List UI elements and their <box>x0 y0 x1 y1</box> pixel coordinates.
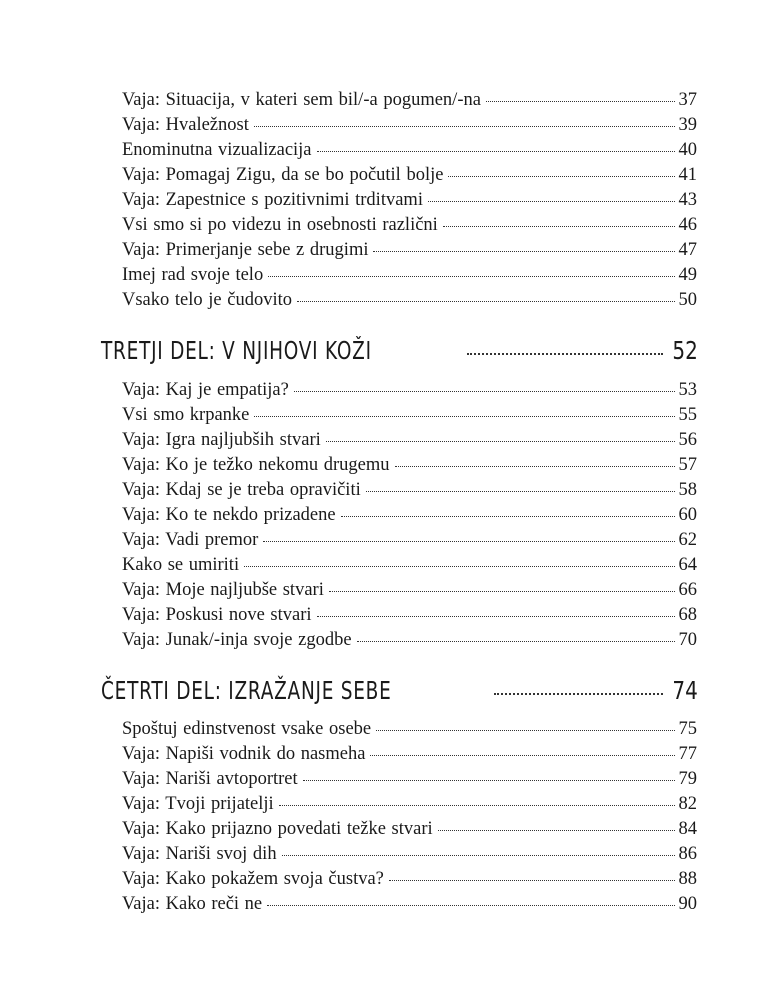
toc-entry <box>122 869 697 895</box>
leader-dots <box>263 541 674 542</box>
toc-entry-title: Vaja: Vadi premor <box>122 530 259 550</box>
leader-dots <box>395 466 675 467</box>
toc-entry <box>122 794 697 820</box>
toc-entry <box>122 530 697 556</box>
section-title: ČETRTI DEL: IZRAŽANJE SEBE <box>101 676 392 705</box>
toc-entry <box>122 844 697 870</box>
toc-entry-page: 84 <box>678 819 697 839</box>
toc-entry-page: 75 <box>678 719 697 739</box>
toc-entry <box>122 380 697 406</box>
toc-entry <box>122 240 697 266</box>
toc-entry-title: Vaja: Nariši svoj dih <box>122 844 277 864</box>
toc-entry-page: 49 <box>678 265 697 285</box>
toc-entry <box>122 190 697 216</box>
toc-entry-page: 79 <box>678 769 697 789</box>
toc-entry-title: Vaja: Poskusi nove stvari <box>122 605 312 625</box>
leader-dots <box>244 566 674 567</box>
leader-dots <box>326 441 675 442</box>
leader-dots <box>376 730 674 731</box>
toc-entry-title: Vaja: Situacija, v kateri sem bil/-a pogumen/-na <box>122 90 481 110</box>
toc-entry-page: 53 <box>678 380 697 400</box>
toc-entry-page: 40 <box>678 140 697 160</box>
toc-entry-title: Vaja: Igra najljubših stvari <box>122 430 321 450</box>
leader-dots <box>254 126 675 127</box>
leader-dots <box>267 905 674 906</box>
toc-entry-page: 64 <box>678 555 697 575</box>
leader-dots <box>297 301 675 302</box>
toc-entry-page: 60 <box>678 505 697 525</box>
toc-entry <box>122 430 697 456</box>
toc-entry <box>122 290 697 316</box>
toc-entry <box>122 894 697 920</box>
leader-dots <box>366 491 675 492</box>
toc-entry-page: 90 <box>678 894 697 914</box>
leader-dots <box>486 101 675 102</box>
toc-entry-title: Vaja: Kdaj se je treba opravičiti <box>122 480 361 500</box>
leader-dots <box>254 416 674 417</box>
section-page: 52 <box>672 336 698 365</box>
toc-entry-title: Enominutna vizualizacija <box>122 140 312 160</box>
toc-entry-page: 47 <box>678 240 697 260</box>
toc-entry <box>122 555 697 581</box>
toc-entry-title: Vaja: Ko je težko nekomu drugemu <box>122 455 390 475</box>
toc-entry <box>122 819 697 845</box>
leader-dots <box>294 391 675 392</box>
leader-dots <box>268 276 674 277</box>
toc-entry-title: Vaja: Kako reči ne <box>122 894 263 914</box>
toc-entry-title: Vsi smo si po videzu in osebnosti različni <box>122 215 438 235</box>
leader-dots <box>279 805 675 806</box>
leader-dots <box>438 830 675 831</box>
toc-entry-page: 55 <box>678 405 697 425</box>
toc-entry-title: Vaja: Moje najljubše stvari <box>122 580 324 600</box>
toc-entry-title: Vaja: Nariši avtoportret <box>122 769 298 789</box>
toc-entry <box>122 215 697 241</box>
toc-entry <box>122 630 697 656</box>
leader-dots <box>373 251 674 252</box>
toc-entry <box>122 165 697 191</box>
toc-entry-page: 57 <box>678 455 697 475</box>
section-heading <box>101 676 698 716</box>
leader-dots <box>428 201 675 202</box>
toc-entry <box>122 769 697 795</box>
toc-entry-title: Vaja: Kako prijazno povedati težke stvari <box>122 819 433 839</box>
leader-dots <box>448 176 674 177</box>
toc-entry-page: 56 <box>678 430 697 450</box>
toc-entry-title: Vaja: Hvaležnost <box>122 115 249 135</box>
toc-entry <box>122 90 697 116</box>
toc-entry-title: Imej rad svoje telo <box>122 265 264 285</box>
leader-dots <box>467 353 663 355</box>
leader-dots <box>370 755 674 756</box>
toc-entry-page: 43 <box>678 190 697 210</box>
toc-entry-page: 82 <box>678 794 697 814</box>
toc-entry-title: Vaja: Junak/-inja svoje zgodbe <box>122 630 352 650</box>
toc-entry-page: 77 <box>678 744 697 764</box>
toc-entry <box>122 580 697 606</box>
toc-entry <box>122 265 697 291</box>
toc-entry-page: 39 <box>678 115 697 135</box>
leader-dots <box>317 616 675 617</box>
section-title: TRETJI DEL: V NJIHOVI KOŽI <box>101 336 372 365</box>
toc-entry-page: 70 <box>678 630 697 650</box>
toc-entry <box>122 605 697 631</box>
toc-entry <box>122 140 697 166</box>
leader-dots <box>329 591 675 592</box>
toc-entry-page: 46 <box>678 215 697 235</box>
toc-entry-page: 66 <box>678 580 697 600</box>
toc-entry <box>122 719 697 745</box>
toc-entry-page: 50 <box>678 290 697 310</box>
section-heading <box>101 336 698 376</box>
section-page: 74 <box>672 676 698 705</box>
toc-entry-page: 37 <box>678 90 697 110</box>
toc-entry <box>122 405 697 431</box>
toc-entry-title: Vaja: Napiši vodnik do nasmeha <box>122 744 366 764</box>
leader-dots <box>357 641 675 642</box>
leader-dots <box>282 855 675 856</box>
toc-entry-title: Vaja: Kako pokažem svoja čustva? <box>122 869 384 889</box>
leader-dots <box>494 693 664 695</box>
toc-entry <box>122 455 697 481</box>
toc-entry-title: Vaja: Ko te nekdo prizadene <box>122 505 336 525</box>
toc-entry-page: 41 <box>678 165 697 185</box>
toc-entry-title: Vaja: Zapestnice s pozitivnimi trditvami <box>122 190 423 210</box>
leader-dots <box>317 151 675 152</box>
toc-entry-title: Spoštuj edinstvenost vsake osebe <box>122 719 372 739</box>
leader-dots <box>443 226 675 227</box>
toc-entry-page: 88 <box>678 869 697 889</box>
leader-dots <box>303 780 675 781</box>
toc-entry <box>122 480 697 506</box>
toc-entry-title: Vaja: Kaj je empatija? <box>122 380 289 400</box>
toc-entry <box>122 505 697 531</box>
toc-entry-title: Kako se umiriti <box>122 555 240 575</box>
toc-entry-page: 86 <box>678 844 697 864</box>
toc-entry-page: 62 <box>678 530 697 550</box>
toc-entry-title: Vaja: Primerjanje sebe z drugimi <box>122 240 369 260</box>
toc-entry-page: 58 <box>678 480 697 500</box>
leader-dots <box>389 880 675 881</box>
leader-dots <box>341 516 675 517</box>
toc-entry-title: Vaja: Pomagaj Zigu, da se bo počutil bolje <box>122 165 444 185</box>
toc-entry-page: 68 <box>678 605 697 625</box>
toc-entry-title: Vsi smo krpanke <box>122 405 250 425</box>
toc-entry-title: Vaja: Tvoji prijatelji <box>122 794 274 814</box>
toc-entry <box>122 744 697 770</box>
toc-entry-title: Vsako telo je čudovito <box>122 290 292 310</box>
toc-entry <box>122 115 697 141</box>
